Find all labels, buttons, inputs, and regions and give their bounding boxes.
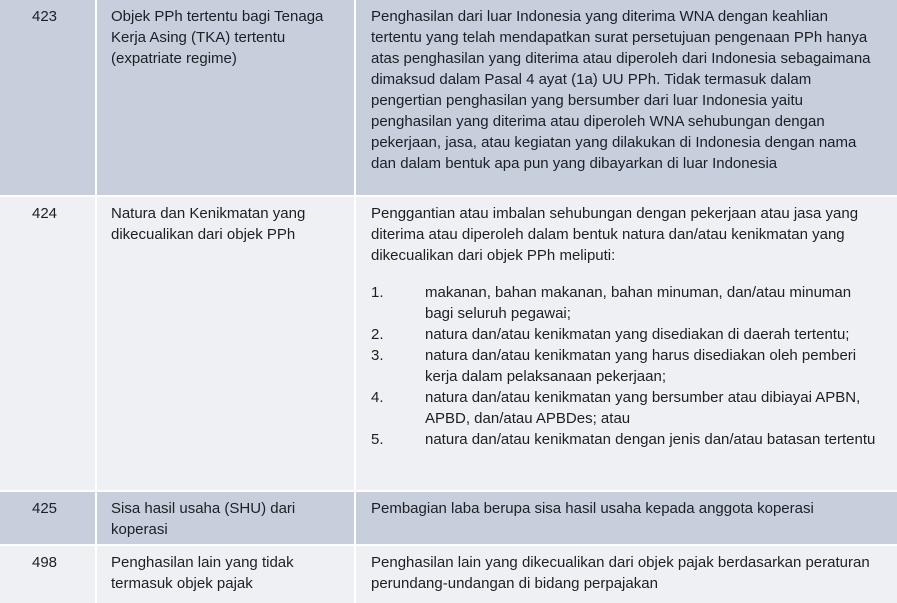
object-description-cell	[356, 197, 897, 490]
object-description: Pembagian laba berupa sisa hasil usaha kepada anggota koperasi	[356, 492, 897, 544]
list-item-number: 4.	[371, 389, 384, 406]
list-item-number: 5.	[371, 431, 384, 448]
list-item	[371, 429, 879, 450]
list-item	[371, 324, 879, 345]
object-description: Penghasilan dari luar Indonesia yang diterima WNA dengan keahlian tertentu yang telah mendapatkan surat persetujuan pengenaan PPh hanya atas penghasilan yang diterima atau diperoleh dari Indonesia sebagaimana dimaksud dalam Pasal 4 ayat (1a) UU PPh. Tidak termasuk dalam pengertian penghasilan yang bersumber dari luar Indonesia yaitu penghasilan yang diterima atau diperoleh WNA sehubungan dengan pekerjaan, jasa, atau kegiatan yang dilakukan di Indonesia dengan nama dan dalam bentuk apa pun yang dibayarkan di luar Indonesia	[356, 0, 897, 195]
list-item-text: natura dan/atau kenikmatan dengan jenis dan/atau batasan tertentu	[425, 431, 876, 448]
natura-list	[371, 282, 879, 450]
list-item	[371, 387, 879, 429]
object-description: Penggantian atau imbalan sehubungan dengan pekerjaan atau jasa yang diterima atau diperoleh dalam bentuk natura dan/atau kenikmatan yang dikecualikan dari objek PPh meliputi:	[371, 205, 859, 264]
list-item-text: natura dan/atau kenikmatan yang disediakan di daerah tertentu;	[425, 326, 850, 343]
object-code: 424	[0, 197, 95, 490]
object-name: Natura dan Kenikmatan yang dikecualikan dari objek PPh	[97, 197, 354, 490]
list-item-number: 1.	[371, 284, 384, 301]
list-item-number: 2.	[371, 326, 384, 343]
object-name: Objek PPh tertentu bagi Tenaga Kerja Asing (TKA) tertentu (expatriate regime)	[97, 0, 354, 195]
list-item-text: makanan, bahan makanan, bahan minuman, dan/atau minuman bagi seluruh pegawai;	[425, 284, 852, 322]
list-item-number: 3.	[371, 347, 384, 364]
list-item-text: natura dan/atau kenikmatan yang harus disediakan oleh pemberi kerja dalam pelaksanaan pekerjaan;	[425, 347, 857, 385]
list-item	[371, 345, 879, 387]
list-item-text: natura dan/atau kenikmatan yang bersumber atau dibiayai APBN, APBD, dan/atau APBDes; atau	[425, 389, 861, 427]
object-name: Sisa hasil usaha (SHU) dari koperasi	[97, 492, 354, 544]
object-description: Penghasilan lain yang dikecualikan dari objek pajak berdasarkan peraturan perundang-undangan di bidang perpajakan	[356, 546, 897, 603]
list-item	[371, 282, 879, 324]
object-code: 423	[0, 0, 95, 195]
object-code: 425	[0, 492, 95, 544]
object-code: 498	[0, 546, 95, 603]
object-name: Penghasilan lain yang tidak termasuk objek pajak	[97, 546, 354, 603]
